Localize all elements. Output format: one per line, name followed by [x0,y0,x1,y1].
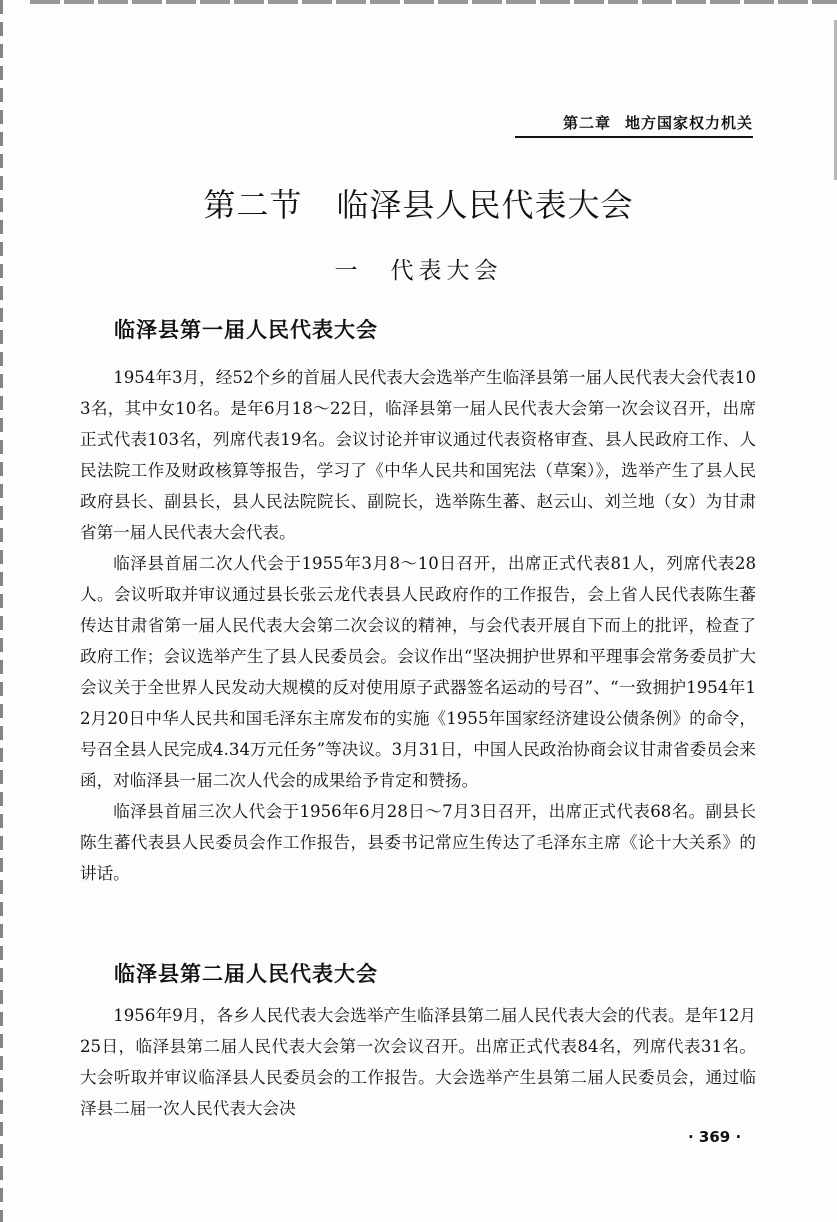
section-heading-first-congress: 临泽县第一届人民代表大会 [114,318,378,342]
section-heading-second-congress: 临泽县第二届人民代表大会 [114,962,378,986]
second-congress-body [80,1000,756,1124]
running-head-title: 地方国家权力机关 [624,114,753,132]
sub-title-text: 代表大会 [390,258,503,284]
page-number: · 369 · [688,1128,742,1146]
section-title-text: 临泽县人民代表大会 [336,186,634,224]
paragraph: 临泽县首届二次人代会于1955年3月8～10日召开，出席正式代表81人，列席代表28人。会议听取并审议通过县长张云龙代表县人民政府作的工作报告，会上省人民代表陈生蕃传达甘肃省第一届人民代表大会第二次会议的精神，与会代表开展自下而上的批评，检查了政府工作；会议选举产生了县人民委员会。会议作出“坚决拥护世界和平理事会常务委员扩大会议关于全世界人民发动大规模的反对使用原子武器签名运动的号召”、“一致拥护1954年12月20日中华人民共和国毛泽东主席发布的实施《1955年国家经济建设公债条例》的命令，号召全县人民完成4.34万元任务”等决议。3月31日，中国人民政治协商会议甘肃省委员会来函，对临泽县一届二次人代会的成果给予肯定和赞扬。 [80,554,757,790]
section-title [0,180,837,226]
paragraph: 1956年9月，各乡人民代表大会选举产生临泽县第二届人民代表大会的代表。是年12月25日，临泽县第二届人民代表大会第一次会议召开。出席正式代表84名，列席代表31名。大会听取并审议临泽县人民委员会的工作报告。大会选举产生县第二届人民委员会，通过临泽县二届一次人民代表大会决 [80,1006,756,1118]
running-head-rule [515,136,753,138]
section-number: 第二节 [203,186,303,224]
paragraph: 1954年3月，经52个乡的首届人民代表大会选举产生临泽县第一届人民代表大会代表103名，其中女10名。是年6月18～22日，临泽县第一届人民代表大会第一次会议召开，出席正式代表103名，列席代表19名。会议讨论并审议通过代表资格审查、县人民政府工作、人民法院工作及财政核算等报告，学习了《中华人民共和国宪法（草案）》，选举产生了县人民政府县长、副县长，县人民法院院长、副院长，选举陈生蕃、赵云山、刘兰地（女）为甘肃省第一届人民代表大会代表。 [80,368,756,542]
paragraph: 临泽县首届三次人代会于1956年6月28日～7月3日召开，出席正式代表68名。副县长陈生蕃代表县人民委员会作工作报告，县委书记常应生传达了毛泽东主席《论十大关系》的讲话。 [80,802,756,883]
first-congress-body [80,362,756,889]
running-head-chapter: 第二章 [562,114,611,132]
running-head [563,112,753,133]
sub-title-number: 一 [334,258,363,284]
scan-edge-top [30,0,837,4]
sub-title [0,252,837,285]
